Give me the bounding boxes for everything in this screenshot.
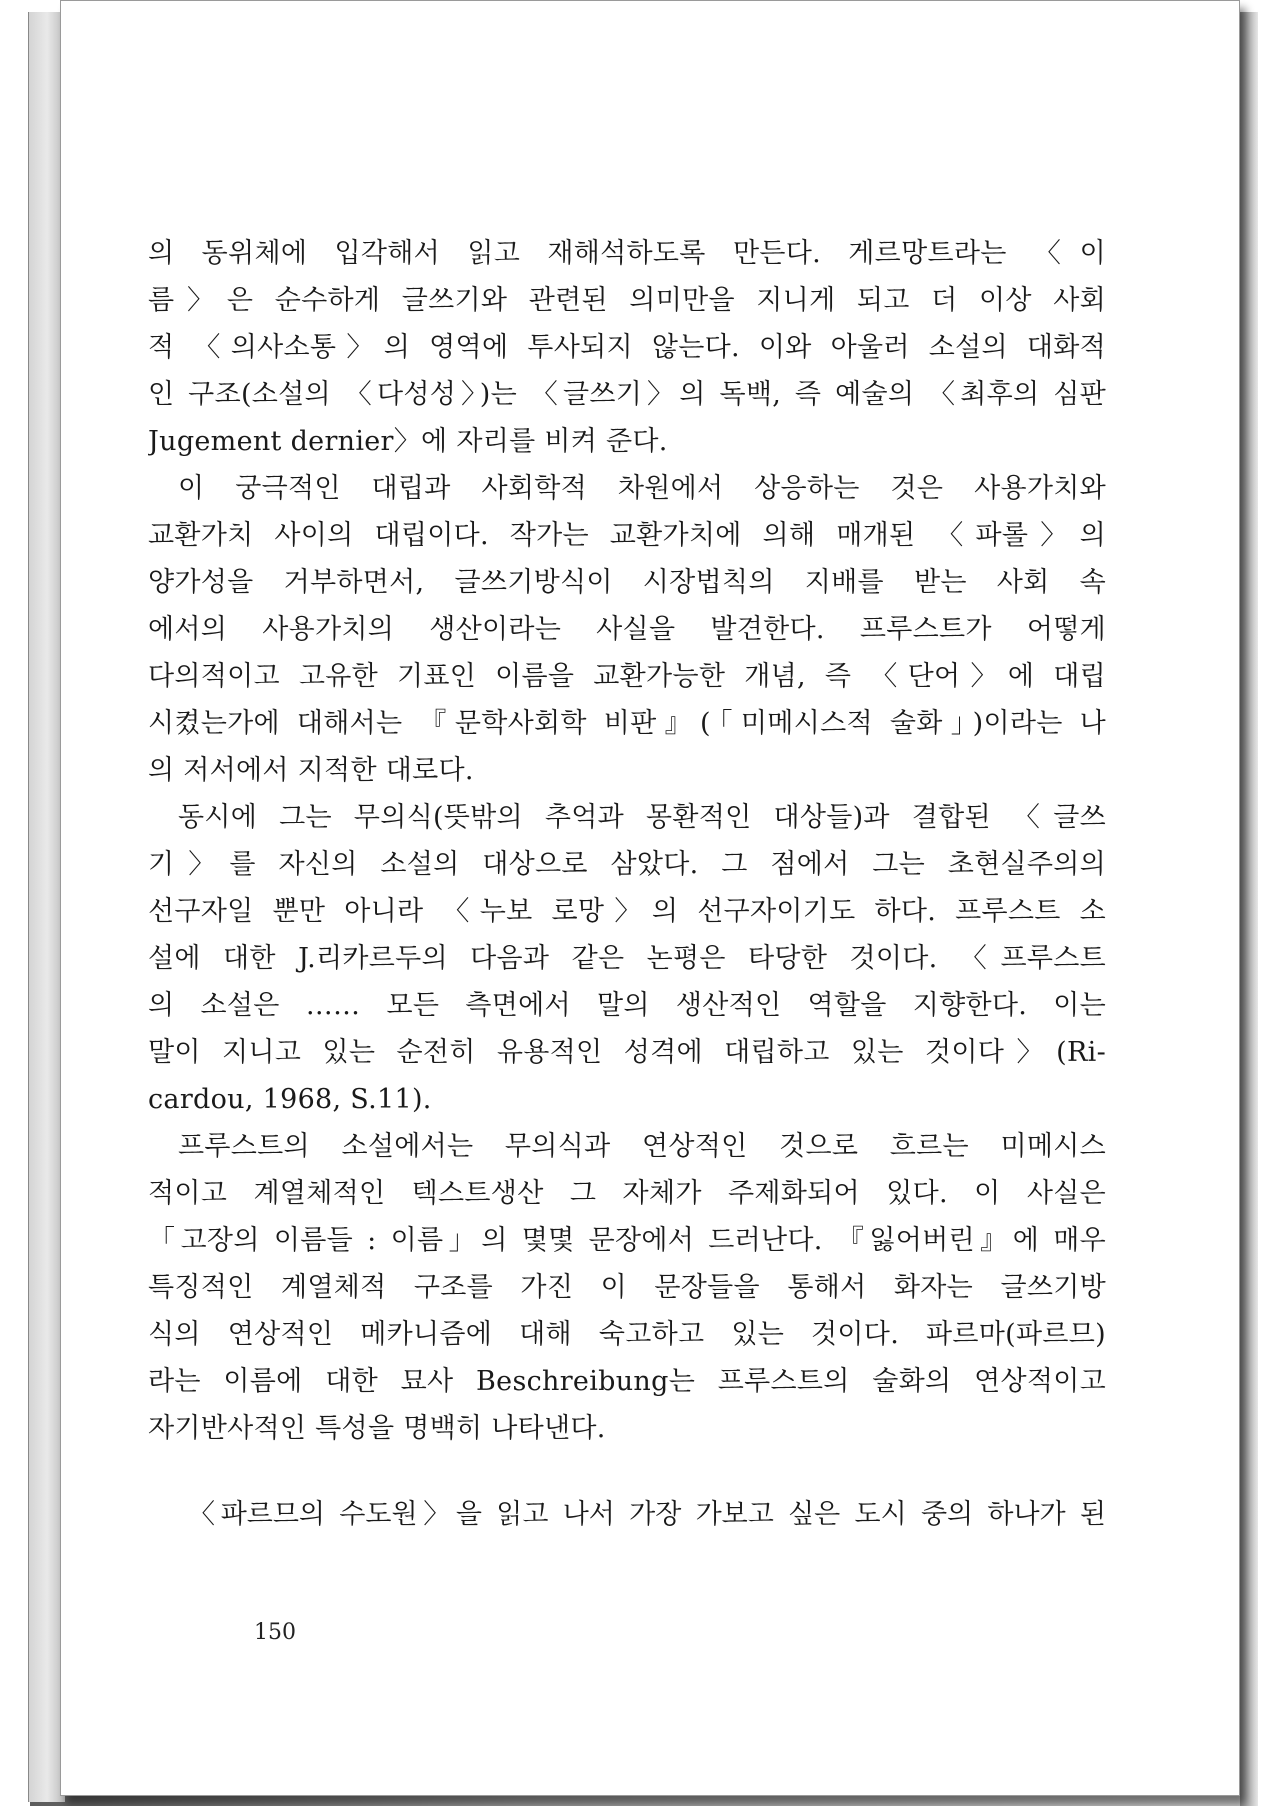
- text-line: 름〉은 순수하게 글쓰기와 관련된 의미만을 지니게 되고 더 이상 사회: [148, 285, 1106, 316]
- text-line: 이 궁극적인 대립과 사회학적 차원에서 상응하는 것은 사용가치와: [178, 473, 1106, 504]
- text-line: 라는 이름에 대한 묘사 Beschreibung는 프루스트의 술화의 연상적이고: [148, 1366, 1106, 1397]
- text-line: 교환가치 사이의 대립이다. 작가는 교환가치에 의해 매개된 〈파롤〉의: [148, 520, 1106, 551]
- text-line: 특징적인 계열체적 구조를 가진 이 문장들을 통해서 화자는 글쓰기방: [148, 1272, 1106, 1303]
- text-line: 인 구조(소설의 〈다성성〉)는 〈글쓰기〉의 독백, 즉 예술의 〈최후의 심판: [148, 379, 1106, 410]
- text-line: 양가성을 거부하면서, 글쓰기방식이 시장법칙의 지배를 받는 사회 속: [148, 567, 1106, 598]
- text-line: 설에 대한 J.리카르두의 다음과 같은 논평은 타당한 것이다. 〈프루스트: [148, 943, 1106, 974]
- text-line: 시켰는가에 대해서는 『문학사회학 비판』(「미메시스적 술화」)이라는 나: [148, 708, 1106, 739]
- text-line: 「고장의 이름들 : 이름」의 몇몇 문장에서 드러난다. 『잃어버린』에 매우: [148, 1225, 1106, 1256]
- text-line: 말이 지니고 있는 순전히 유용적인 성격에 대립하고 있는 것이다〉(Ri-: [148, 1037, 1106, 1068]
- text-line: 의 동위체에 입각해서 읽고 재해석하도록 만든다. 게르망트라는 〈이: [148, 238, 1106, 269]
- paragraph-1: [148, 230, 1106, 465]
- body-text: [148, 230, 1106, 1452]
- page-number: 150: [254, 1620, 296, 1645]
- text-line: 다의적이고 고유한 기표인 이름을 교환가능한 개념, 즉 〈단어〉에 대립: [148, 661, 1106, 692]
- text-line: 적이고 계열체적인 텍스트생산 그 자체가 주제화되어 있다. 이 사실은: [148, 1178, 1106, 1209]
- text-line: 기〉를 자신의 소설의 대상으로 삼았다. 그 점에서 그는 초현실주의의: [148, 849, 1106, 880]
- text-line: 프루스트의 소설에서는 무의식과 연상적인 것으로 흐르는 미메시스: [178, 1131, 1106, 1162]
- text-line: 의 소설은 …… 모든 측면에서 말의 생산적인 역할을 지향한다. 이는: [148, 990, 1106, 1021]
- text-line: cardou, 1968, S.11).: [148, 1084, 432, 1115]
- text-line: 에서의 사용가치의 생산이라는 사실을 발견한다. 프루스트가 어떻게: [148, 614, 1106, 645]
- text-line: 선구자일 뿐만 아니라 〈누보 로망〉의 선구자이기도 하다. 프루스트 소: [148, 896, 1106, 927]
- text-line: 자기반사적인 특성을 명백히 나타낸다.: [148, 1413, 606, 1444]
- quotation-line: 〈파르므의 수도원〉을 읽고 나서 가장 가보고 싶은 도시 중의 하나가 된: [188, 1499, 1106, 1530]
- page-edge-shadow: [1240, 12, 1258, 1806]
- text-line: 식의 연상적인 메카니즘에 대해 숙고하고 있는 것이다. 파르마(파르므): [148, 1319, 1106, 1350]
- text-line: 의 저서에서 지적한 대로다.: [148, 755, 474, 786]
- text-line: Jugement dernier〉에 자리를 비켜 준다.: [148, 426, 668, 457]
- text-line: 동시에 그는 무의식(뜻밖의 추억과 몽환적인 대상들)과 결합된 〈글쓰: [178, 802, 1106, 833]
- paragraph-3: [148, 794, 1106, 1123]
- paragraph-2: [148, 465, 1106, 794]
- paragraph-4: [148, 1123, 1106, 1452]
- text-line: 적 〈의사소통〉의 영역에 투사되지 않는다. 이와 아울러 소설의 대화적: [148, 332, 1106, 363]
